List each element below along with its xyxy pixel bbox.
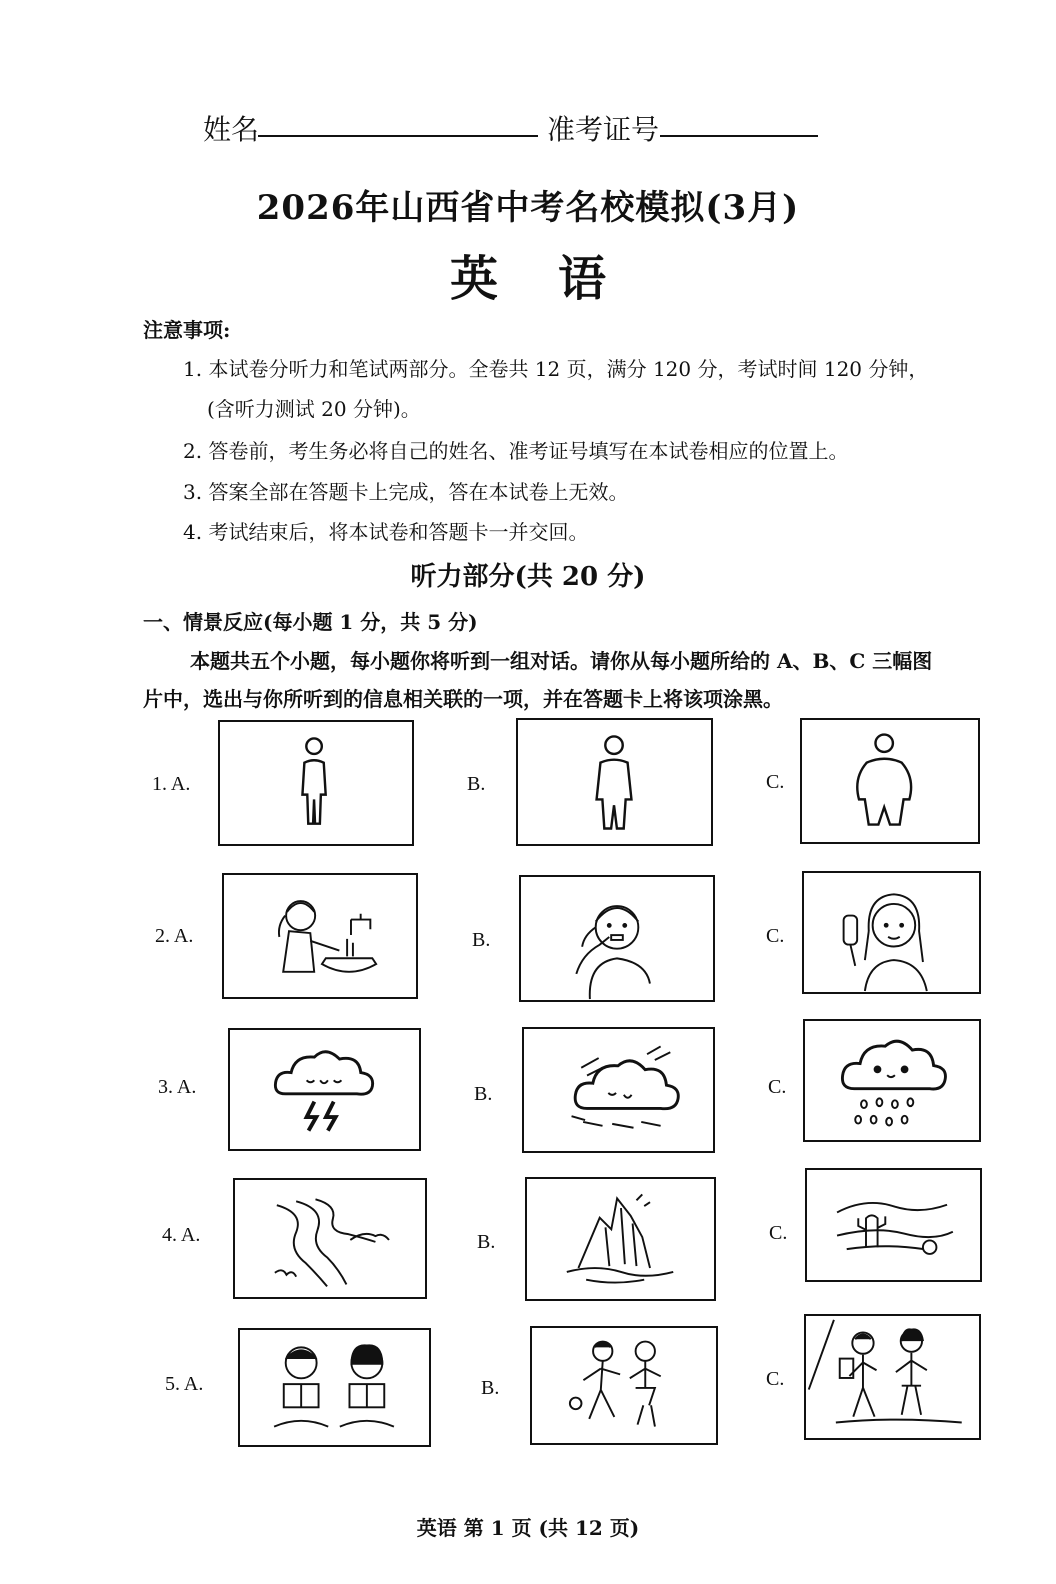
q5-label-c: C. xyxy=(766,1368,785,1390)
kids-playing-soccer-icon[interactable] xyxy=(530,1326,718,1445)
washing-hands-icon[interactable] xyxy=(222,873,418,999)
note-item-4: 4. 考试结束后，将本试卷和答题卡一并交回。 xyxy=(183,520,589,544)
mountain-icon[interactable] xyxy=(525,1177,716,1301)
desert-icon[interactable] xyxy=(805,1168,982,1282)
kids-reading-icon[interactable] xyxy=(238,1328,431,1447)
q3-label-b: B. xyxy=(474,1083,493,1105)
q2-label-b: B. xyxy=(472,929,491,951)
note-item-1: 1. 本试卷分听力和笔试两部分。全卷共 12 页，满分 120 分，考试时间 120 分钟， xyxy=(183,357,929,381)
rainy-cloud-icon[interactable] xyxy=(803,1019,981,1142)
q1-label-a: 1. A. xyxy=(152,773,191,795)
listening-heading: 听力部分(共 20 分) xyxy=(410,562,646,592)
name-label: 姓名 xyxy=(203,113,260,146)
part1-instruction-2: 片中，选出与你所听到的信息相关联的一项，并在答题卡上将该项涂黑。 xyxy=(143,687,783,711)
q2-label-a: 2. A. xyxy=(155,925,194,947)
q3-label-a: 3. A. xyxy=(158,1076,197,1098)
q5-label-b: B. xyxy=(481,1377,500,1399)
slim-person-icon[interactable] xyxy=(218,720,414,846)
q4-label-a: 4. A. xyxy=(162,1224,201,1246)
average-person-icon[interactable] xyxy=(516,718,713,846)
q5-label-a: 5. A. xyxy=(165,1373,204,1395)
exam-id-label: 准考证号 xyxy=(547,113,660,146)
kids-hiking-icon[interactable] xyxy=(804,1314,981,1440)
thunderstorm-icon[interactable] xyxy=(228,1028,421,1151)
q1-label-b: B. xyxy=(467,773,486,795)
combing-hair-icon[interactable] xyxy=(802,871,981,994)
note-item-2: 2. 答卷前，考生务必将自己的姓名、准考证号填写在本试卷相应的位置上。 xyxy=(183,439,849,463)
part1-heading: 一、情景反应(每小题 1 分，共 5 分) xyxy=(143,610,478,634)
q3-label-c: C. xyxy=(768,1076,787,1098)
note-item-3: 3. 答案全部在答题卡上完成，答在本试卷上无效。 xyxy=(183,480,629,504)
q4-label-b: B. xyxy=(477,1231,496,1253)
part1-instruction-1: 本题共五个小题，每小题你将听到一组对话。请你从每小题所给的 A、B、C 三幅图 xyxy=(190,649,933,673)
windy-cloud-icon[interactable] xyxy=(522,1027,715,1153)
notes-heading: 注意事项: xyxy=(143,318,231,342)
page-footer: 英语 第 1 页 (共 12 页) xyxy=(416,1516,640,1540)
q4-label-c: C. xyxy=(769,1222,788,1244)
q2-label-c: C. xyxy=(766,925,785,947)
river-icon[interactable] xyxy=(233,1178,427,1299)
subject-title: 英语 xyxy=(449,251,666,307)
brushing-teeth-icon[interactable] xyxy=(519,875,715,1002)
q1-label-c: C. xyxy=(766,771,785,793)
exam-id-field[interactable] xyxy=(660,135,818,137)
exam-title: 2026年山西省中考名校模拟(3月) xyxy=(256,188,800,228)
note-item-1-cont: (含听力测试 20 分钟)。 xyxy=(207,397,421,421)
name-field[interactable] xyxy=(258,135,538,137)
heavy-person-icon[interactable] xyxy=(800,718,980,844)
